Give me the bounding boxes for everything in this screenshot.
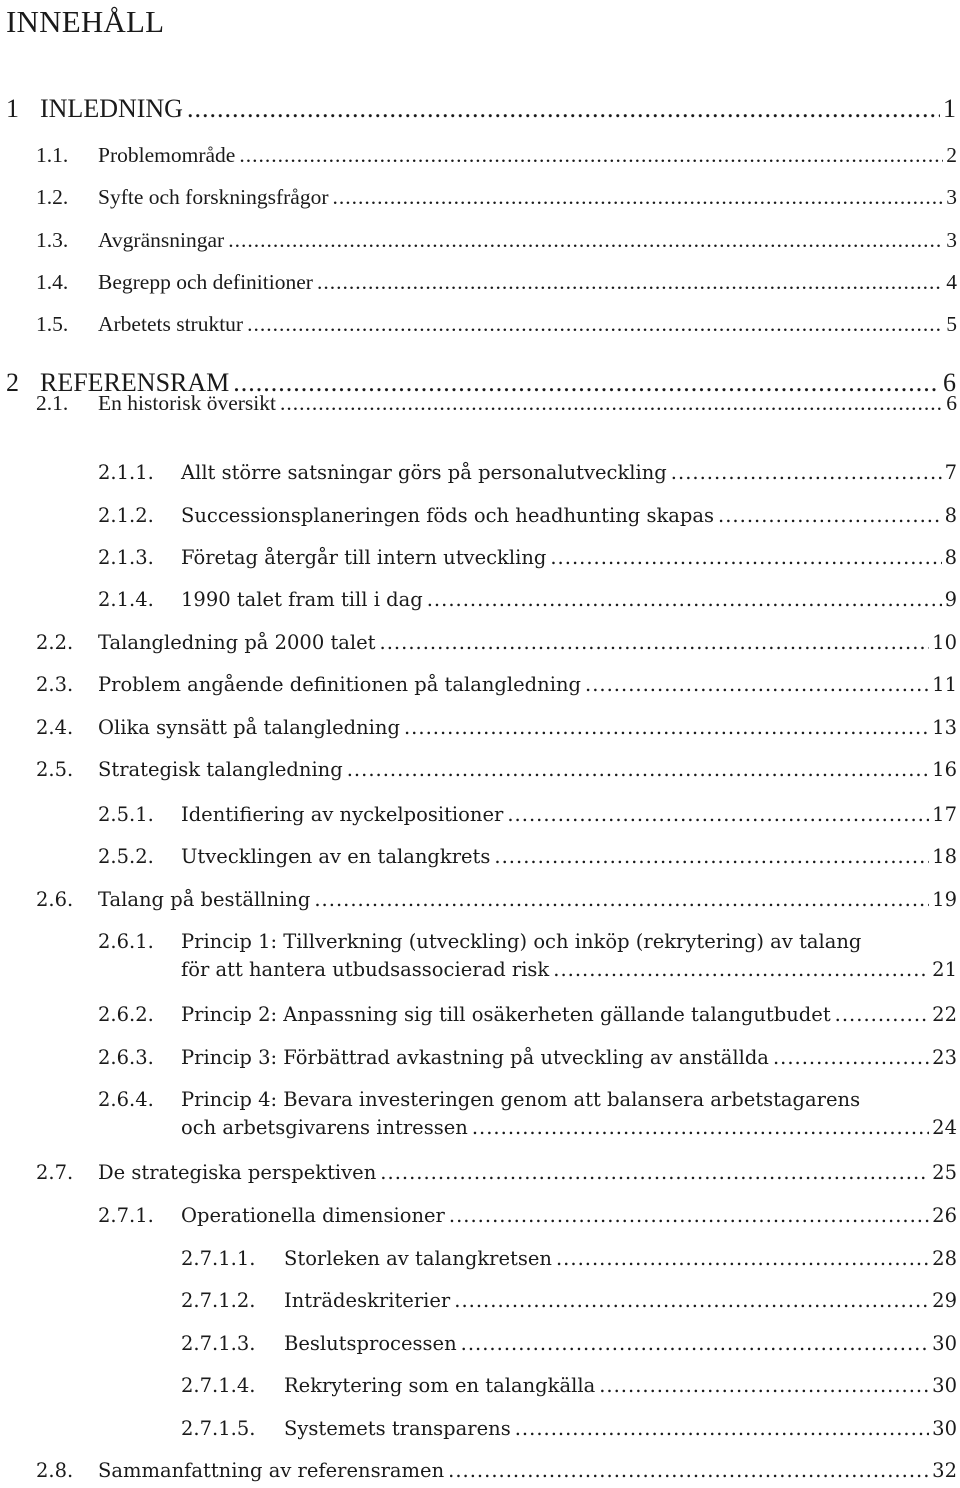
toc-entry[interactable] <box>36 185 957 210</box>
toc-entry[interactable] <box>181 1247 957 1270</box>
toc-entry[interactable] <box>181 1332 957 1355</box>
toc-title: Operationella dimensioner <box>181 1204 445 1227</box>
toc-leader <box>228 228 943 253</box>
toc-leader <box>317 270 943 295</box>
toc-title: REFERENSRAM <box>40 368 230 397</box>
toc-leader <box>599 1374 929 1397</box>
toc-entry[interactable] <box>98 461 957 484</box>
toc-number: 1.2. <box>36 185 69 209</box>
toc-number: 1.1. <box>36 143 69 167</box>
toc-page: 21 <box>932 958 957 981</box>
toc-number: 2.1.2. <box>98 504 154 527</box>
toc-number: 2.7.1.4. <box>181 1374 256 1397</box>
toc-title: De strategiska perspektiven <box>98 1161 377 1184</box>
toc-entry[interactable] <box>98 546 957 569</box>
toc-title: Identifiering av nyckelpositioner <box>181 803 504 826</box>
toc-page: 24 <box>932 1116 957 1139</box>
toc-entry[interactable] <box>36 716 957 739</box>
toc-title: Problem angående definitionen på talangledning <box>98 673 582 696</box>
toc-number: 1 <box>6 94 19 123</box>
toc-entry[interactable] <box>36 312 957 337</box>
toc-title: Allt större satsningar görs på personalutveckling <box>181 461 667 484</box>
toc-entry[interactable] <box>98 588 957 611</box>
toc-entry[interactable] <box>6 94 956 124</box>
toc-entry[interactable] <box>36 1459 957 1482</box>
toc-leader <box>718 504 942 527</box>
toc-page: 6 <box>943 368 956 397</box>
toc-number: 2.8. <box>36 1459 74 1482</box>
toc-number: 2.1.1. <box>98 461 154 484</box>
toc-number: 1.3. <box>36 228 69 252</box>
toc-number: 2.5.2. <box>98 845 154 868</box>
toc-number: 2 <box>6 368 19 397</box>
toc-title: Beslutsprocessen <box>284 1332 457 1355</box>
toc-page: 23 <box>932 1046 957 1069</box>
toc-page: 22 <box>932 1003 957 1026</box>
toc-number: 2.1.4. <box>98 588 154 611</box>
toc-entry[interactable] <box>36 673 957 696</box>
toc-page: 7 <box>944 461 957 484</box>
toc-entry[interactable] <box>181 1374 957 1397</box>
toc-title-continued: och arbetsgivarens intressen <box>181 1116 468 1139</box>
toc-title: Talangledning på 2000 talet <box>98 631 376 654</box>
toc-entry[interactable] <box>98 930 957 981</box>
toc-entry[interactable] <box>36 888 957 911</box>
toc-page: 32 <box>932 1459 957 1482</box>
toc-number: 2.5. <box>36 758 74 781</box>
toc-title: 1990 talet fram till i dag <box>181 588 423 611</box>
toc-leader <box>494 845 929 868</box>
toc-entry[interactable] <box>36 270 957 295</box>
toc-number: 2.6. <box>36 888 74 911</box>
toc-leader <box>280 391 943 416</box>
toc-leader <box>427 588 942 611</box>
toc-number: 2.7.1. <box>98 1204 154 1227</box>
toc-page: 5 <box>946 312 957 336</box>
toc-entry[interactable] <box>98 504 957 527</box>
toc-leader <box>239 143 943 168</box>
toc-entry[interactable] <box>98 1088 957 1139</box>
toc-leader <box>553 958 929 981</box>
toc-entry[interactable] <box>98 1003 957 1026</box>
toc-leader <box>449 1204 929 1227</box>
toc-entry[interactable] <box>98 1204 957 1227</box>
toc-title: Begrepp och definitioner <box>98 270 313 294</box>
toc-leader <box>461 1332 930 1355</box>
toc-entry[interactable] <box>36 758 957 781</box>
toc-leader <box>187 94 940 124</box>
toc-page: 8 <box>944 504 957 527</box>
toc-leader <box>347 758 929 781</box>
toc-title: Talang på beställning <box>98 888 311 911</box>
toc-page: 19 <box>932 888 957 911</box>
toc-number: 2.4. <box>36 716 74 739</box>
toc-title: Rekrytering som en talangkälla <box>284 1374 596 1397</box>
toc-title: Arbetets struktur <box>98 312 244 336</box>
toc-page: 3 <box>946 185 957 209</box>
toc-leader <box>448 1459 929 1482</box>
toc-entry[interactable] <box>36 631 957 654</box>
toc-page: 28 <box>932 1247 957 1270</box>
toc-page: 26 <box>932 1204 957 1227</box>
toc-page: 25 <box>932 1161 957 1184</box>
toc-number: 2.7.1.1. <box>181 1247 256 1270</box>
toc-number: 2.2. <box>36 631 74 654</box>
toc-leader <box>380 1161 929 1184</box>
toc-leader <box>773 1046 929 1069</box>
toc-page: 16 <box>932 758 957 781</box>
toc-page: 1 <box>943 94 956 123</box>
toc-title: Företag återgår till intern utveckling <box>181 546 547 569</box>
toc-page: 3 <box>946 228 957 252</box>
toc-entry[interactable] <box>98 1046 957 1069</box>
toc-leader <box>332 185 943 210</box>
toc-number: 2.7.1.2. <box>181 1289 256 1312</box>
toc-number: 2.5.1. <box>98 803 154 826</box>
page-title: INNEHÅLL <box>6 4 165 39</box>
toc-title: Utvecklingen av en talangkrets <box>181 845 491 868</box>
toc-title: Princip 4: Bevara investeringen genom att balansera arbetstagarens <box>181 1088 861 1111</box>
toc-leader <box>404 716 929 739</box>
toc-number: 1.5. <box>36 312 69 336</box>
toc-leader <box>550 546 941 569</box>
toc-leader <box>671 461 942 484</box>
toc-number: 2.1. <box>36 391 69 415</box>
toc-title: Princip 2: Anpassning sig till osäkerheten gällande talangutbudet <box>181 1003 831 1026</box>
toc-leader <box>454 1289 929 1312</box>
toc-title: Inträdeskriterier <box>284 1289 451 1312</box>
toc-title: En historisk översikt <box>98 391 276 415</box>
toc-number: 2.1.3. <box>98 546 154 569</box>
toc-page: 11 <box>932 673 957 696</box>
toc-page: 8 <box>944 546 957 569</box>
toc-number: 2.7.1.3. <box>181 1332 256 1355</box>
toc-number: 2.7. <box>36 1161 74 1184</box>
toc-page: 18 <box>932 845 957 868</box>
toc-number: 2.6.3. <box>98 1046 154 1069</box>
toc-page: 29 <box>932 1289 957 1312</box>
toc-leader <box>556 1247 929 1270</box>
toc-page: 17 <box>932 803 957 826</box>
toc-leader <box>507 803 929 826</box>
toc-title: Olika synsätt på talangledning <box>98 716 400 739</box>
toc-title: Storleken av talangkretsen <box>284 1247 552 1270</box>
toc-entry[interactable] <box>181 1417 957 1440</box>
toc-page: 30 <box>932 1417 957 1440</box>
toc-leader <box>380 631 930 654</box>
toc-entry[interactable] <box>98 845 957 868</box>
toc-number: 1.4. <box>36 270 69 294</box>
toc-title: Successionsplaneringen föds och headhunting skapas <box>181 504 715 527</box>
toc-leader <box>835 1003 930 1026</box>
toc-leader <box>585 673 929 696</box>
toc-entry[interactable] <box>36 228 957 253</box>
toc-page: 9 <box>944 588 957 611</box>
toc-number: 2.6.4. <box>98 1088 154 1111</box>
toc-entry[interactable] <box>36 391 957 416</box>
toc-leader <box>247 312 943 337</box>
toc-number: 2.3. <box>36 673 74 696</box>
toc-entry[interactable] <box>36 1161 957 1184</box>
toc-title: Princip 3: Förbättrad avkastning på utveckling av anställda <box>181 1046 769 1069</box>
toc-page: 30 <box>932 1374 957 1397</box>
toc-page: 10 <box>932 631 957 654</box>
toc-page: 4 <box>946 270 957 294</box>
toc-title-continued: för att hantera utbudsassocierad risk <box>181 958 550 981</box>
toc-title: Systemets transparens <box>284 1417 511 1440</box>
toc-title: INLEDNING <box>40 94 183 123</box>
toc-title: Problemområde <box>98 143 236 167</box>
toc-page: 30 <box>932 1332 957 1355</box>
toc-title: Sammanfattning av referensramen <box>98 1459 445 1482</box>
toc-number: 2.6.2. <box>98 1003 154 1026</box>
toc-page: 6 <box>946 391 957 415</box>
toc-title: Avgränsningar <box>98 228 225 252</box>
toc-entry[interactable] <box>181 1289 957 1312</box>
toc-entry[interactable] <box>98 803 957 826</box>
toc-page: 2 <box>946 143 957 167</box>
toc-title: Syfte och forskningsfrågor <box>98 185 329 209</box>
toc-title: Strategisk talangledning <box>98 758 343 781</box>
toc-number: 2.6.1. <box>98 930 154 953</box>
toc-leader <box>472 1116 929 1139</box>
toc-page: 13 <box>932 716 957 739</box>
toc-title: Princip 1: Tillverkning (utveckling) och inköp (rekrytering) av talang <box>181 930 862 953</box>
toc-number: 2.7.1.5. <box>181 1417 256 1440</box>
toc-leader <box>515 1417 929 1440</box>
toc-leader <box>314 888 929 911</box>
toc-entry[interactable] <box>36 143 957 168</box>
